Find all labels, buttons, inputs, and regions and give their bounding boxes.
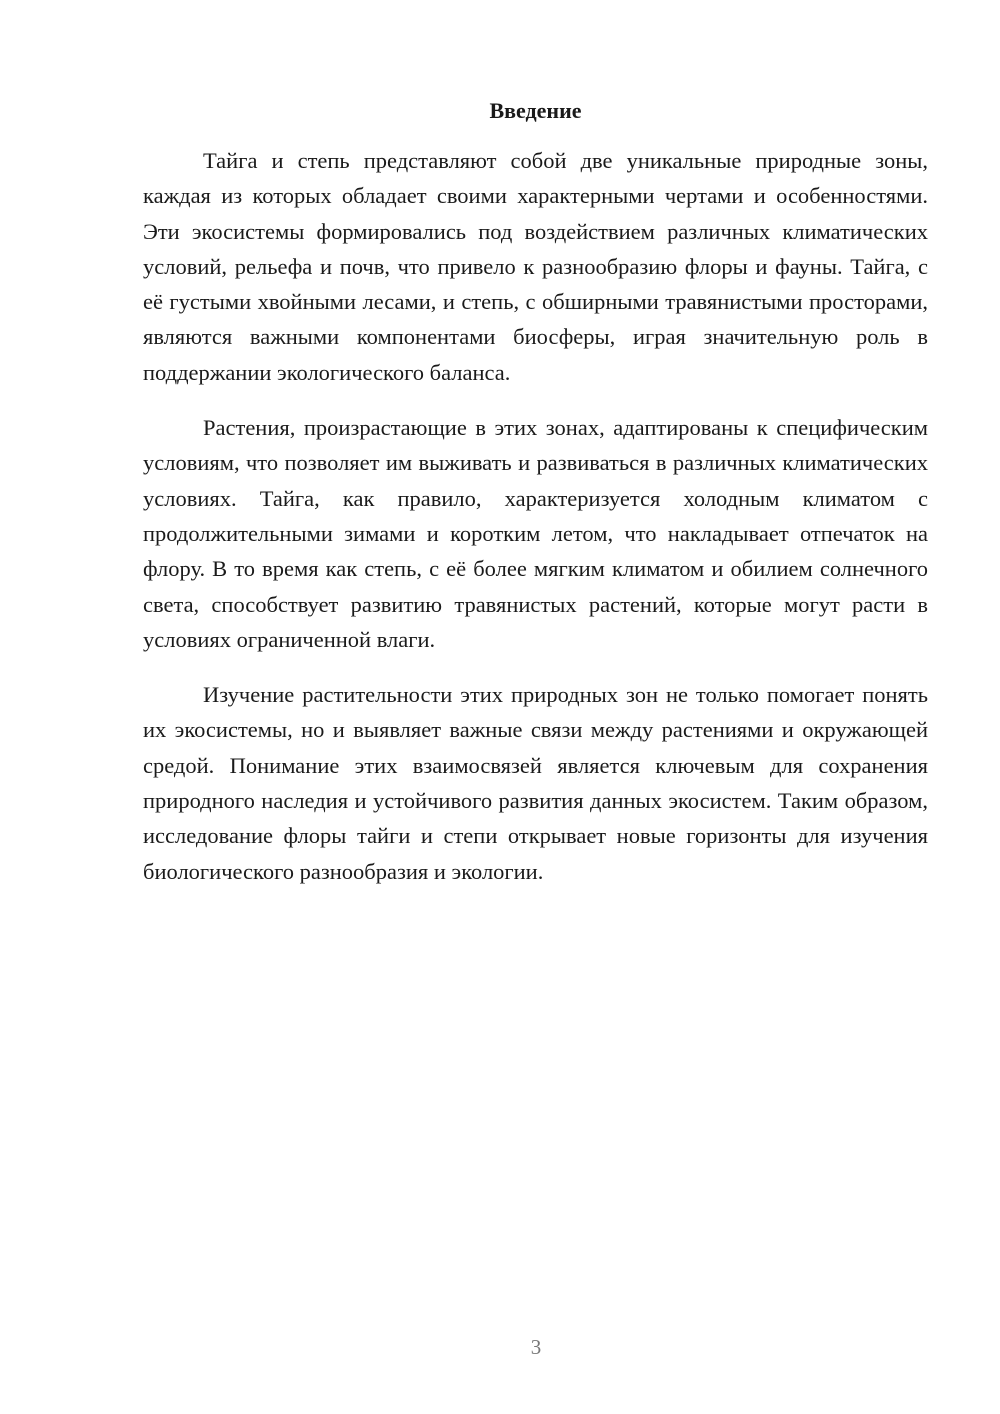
paragraph-3: Изучение растительности этих природных зон не только помогает понять их экосистемы, но и выявляет важные связи между растениями и окружающей средой. Понимание этих взаимосвязей является ключевым для сохранения природного наследия и устойчивого развития данных экосистем. Таким образом, исследование флоры тайги и степи открывает новые горизонты для изучения биологического разнообразия и экологии. <box>143 682 928 884</box>
document-body <box>143 143 928 909</box>
page-title: Введение <box>489 98 582 123</box>
paragraph-1: Тайга и степь представляют собой две уникальные природные зоны, каждая из которых обладает своими характерными чертами и особенностями. Эти экосистемы формировались под воздействием различных климатических условий, рельефа и почв, что привело к разнообразию флоры и фауны. Тайга, с её густыми хвойными лесами, и степь, с обширными травянистыми просторами, являются важными компонентами биосферы, играя значительную роль в поддержании экологического баланса. <box>143 148 928 385</box>
page-number: 3 <box>530 1335 542 1359</box>
paragraph-2: Растения, произрастающие в этих зонах, адаптированы к специфическим условиям, что позволяет им выживать и развиваться в различных климатических условиях. Тайга, как правило, характеризуется холодным климатом с продолжительными зимами и коротким летом, что накладывает отпечаток на флору. В то время как степь, с её более мягким климатом и обилием солнечного света, способствует развитию травянистых растений, которые могут расти в условиях ограниченной влаги. <box>143 415 928 652</box>
